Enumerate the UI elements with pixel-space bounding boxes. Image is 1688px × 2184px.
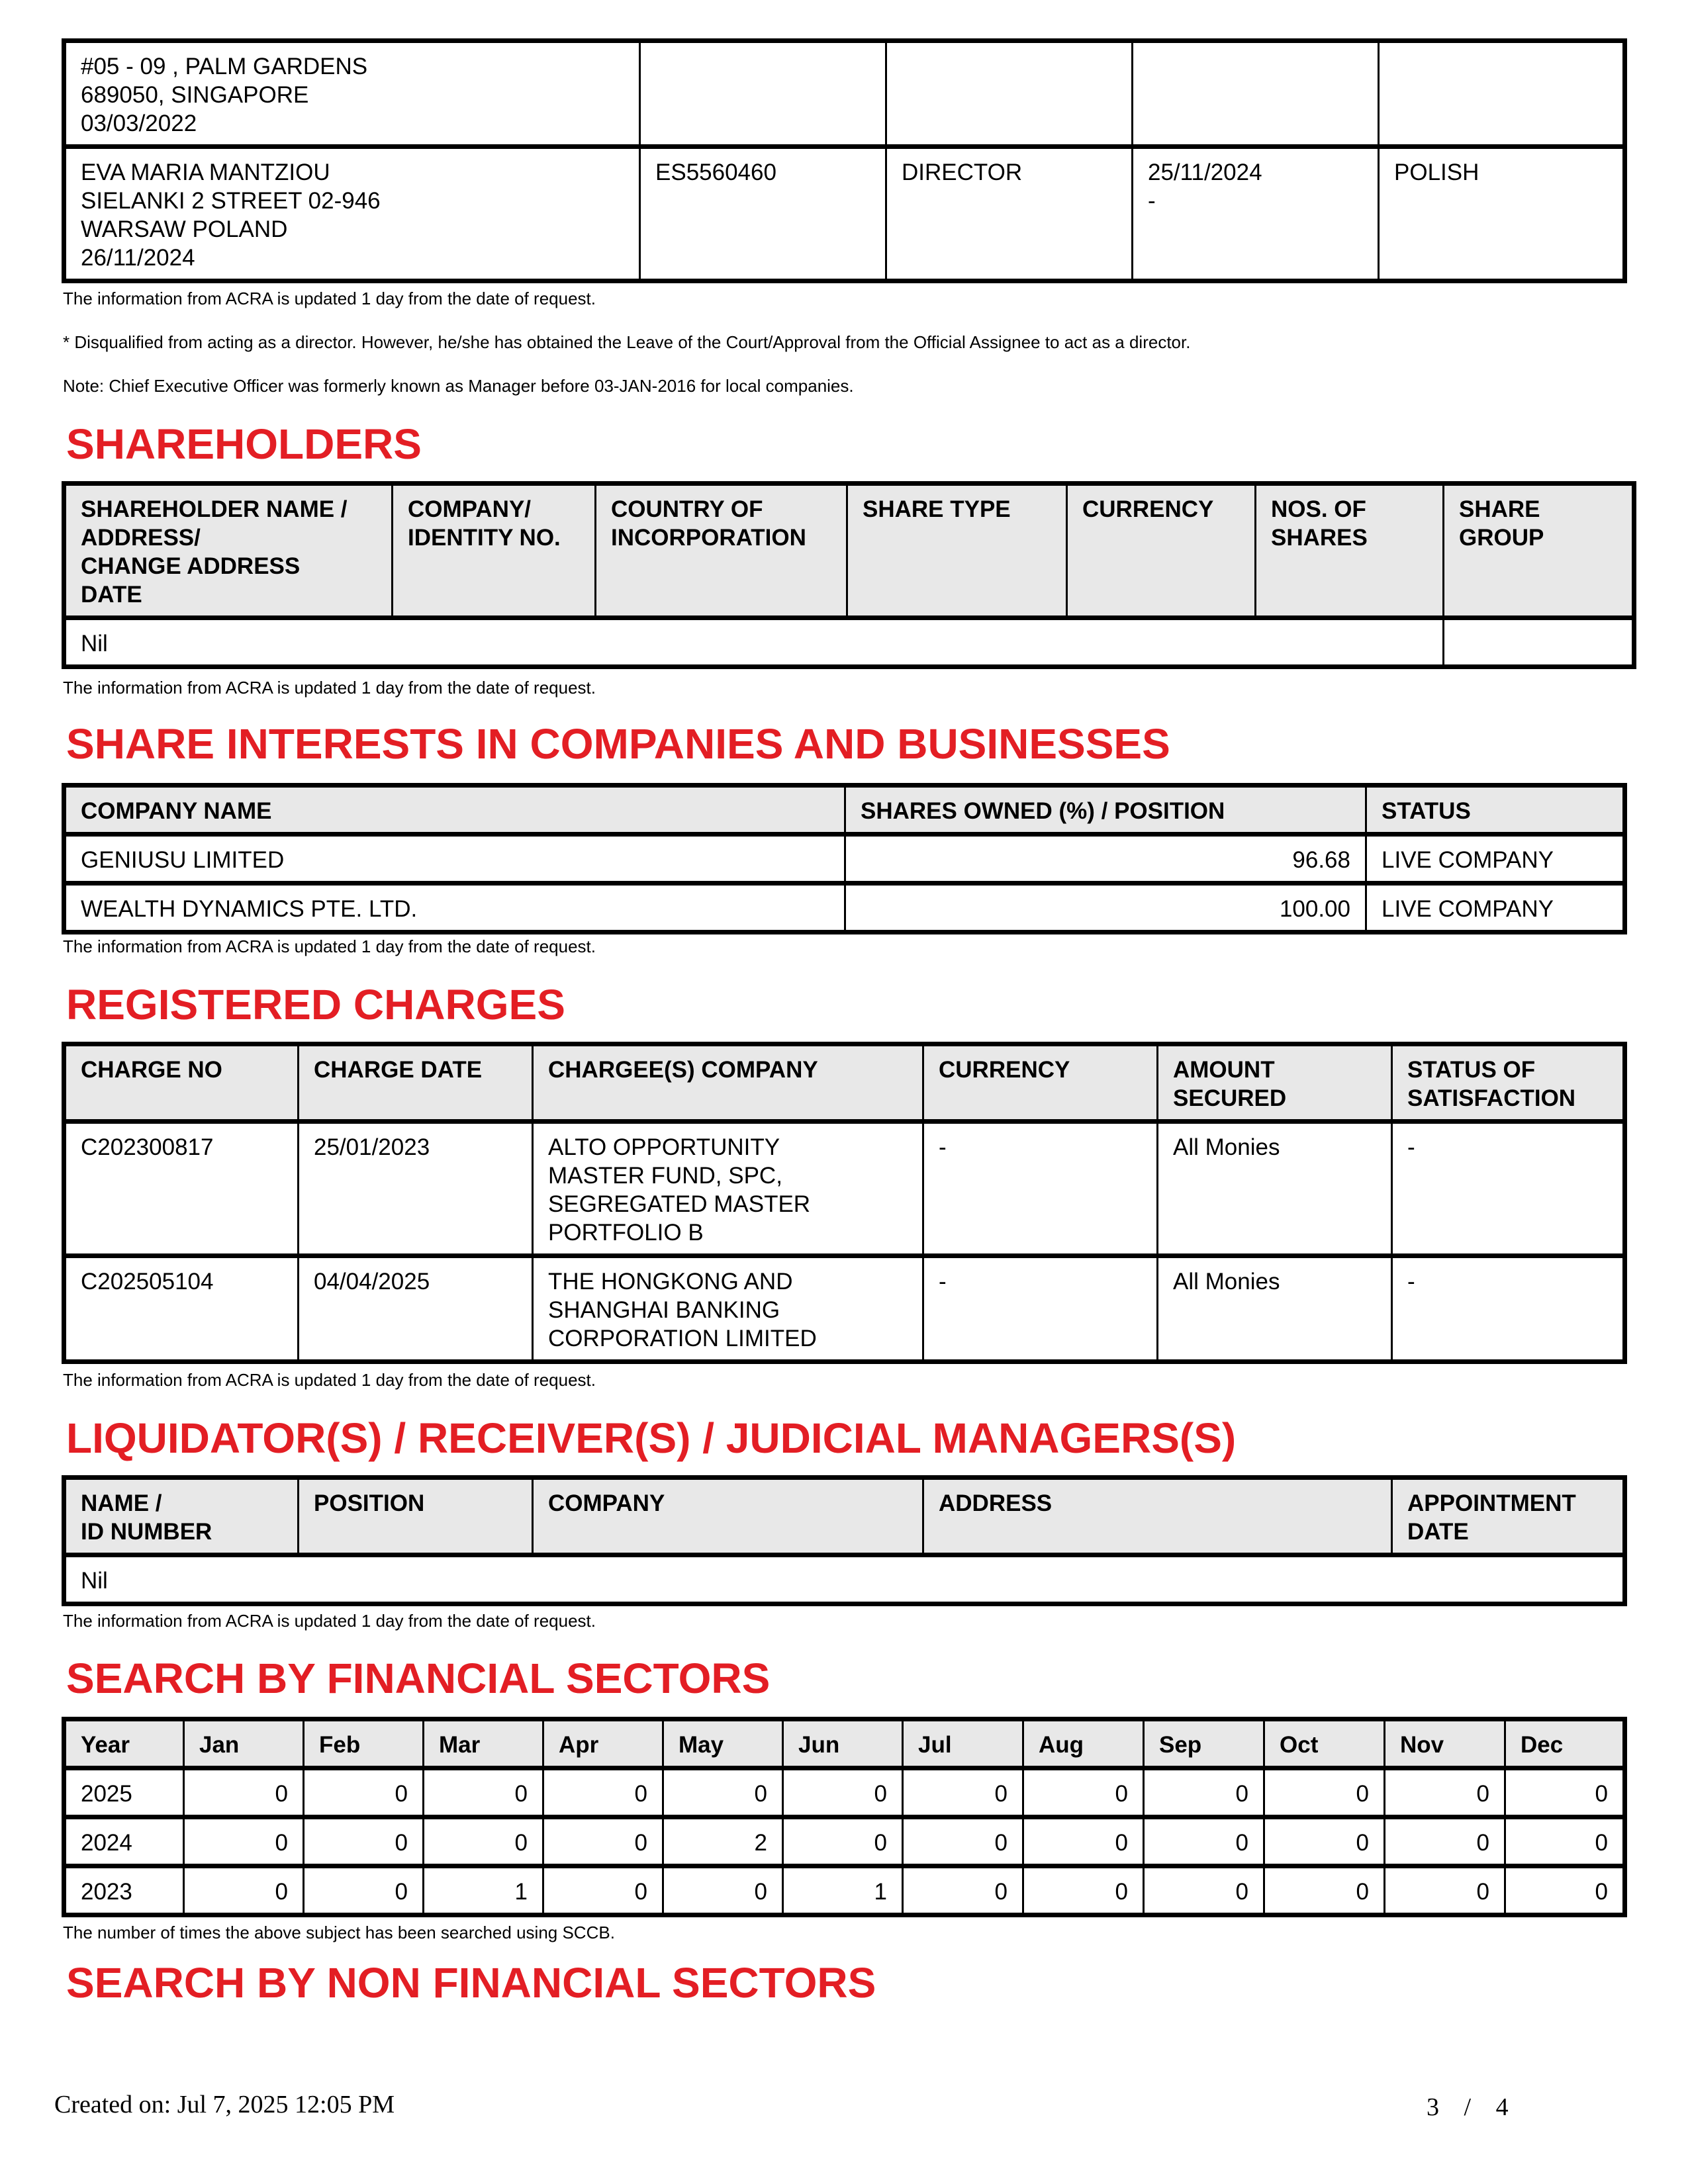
officer-appointment-date-line: - <box>1148 188 1156 214</box>
financial-search-count: 0 <box>783 1817 903 1866</box>
financial-search-count: 0 <box>663 1768 783 1817</box>
share-interest-status: LIVE COMPANY <box>1366 835 1625 884</box>
financial-search-count: 0 <box>1385 1768 1505 1817</box>
officer-position <box>886 41 1133 147</box>
financial-search-header: Feb <box>304 1719 424 1768</box>
shareholders-header <box>1067 484 1256 618</box>
officer-position: DIRECTOR <box>886 147 1133 281</box>
chargee-company-line: PORTFOLIO B <box>548 1220 704 1246</box>
shareholders-header <box>847 484 1067 618</box>
financial-search-count: 0 <box>903 1768 1023 1817</box>
charges-header-line: SECURED <box>1173 1085 1287 1111</box>
share-interests-note: The information from ACRA is updated 1 day from the date of request. <box>63 936 596 956</box>
registered-charges-table <box>62 1042 1627 1364</box>
shareholders-header <box>64 484 393 618</box>
charge-currency: - <box>923 1256 1158 1362</box>
liquidators-header-line: COMPANY <box>548 1490 665 1516</box>
financial-search-count: 0 <box>543 1817 663 1866</box>
officer-name-address-line: SIELANKI 2 STREET 02-946 <box>81 188 381 214</box>
liquidators-header-line: DATE <box>1407 1519 1469 1545</box>
financial-search-count: 0 <box>1023 1866 1144 1915</box>
share-interests-header: STATUS <box>1366 786 1625 835</box>
liquidators-table <box>62 1475 1627 1606</box>
shareholders-header-line: NOS. OF <box>1271 496 1366 522</box>
shareholders-header-line: IDENTITY NO. <box>408 525 561 551</box>
liquidators-header-line: NAME / <box>81 1490 162 1516</box>
shareholders-empty: Nil <box>64 618 1444 667</box>
created-on-timestamp: Created on: Jul 7, 2025 12:05 PM <box>54 2091 395 2118</box>
shareholders-header-line: SHARE TYPE <box>863 496 1011 522</box>
shareholders-header-line: SHARES <box>1271 525 1368 551</box>
financial-search-count: 0 <box>184 1866 304 1915</box>
financial-search-header: Oct <box>1264 1719 1385 1768</box>
financial-search-count: 0 <box>663 1866 783 1915</box>
financial-search-count: 0 <box>1144 1768 1264 1817</box>
financial-search-count: 0 <box>184 1817 304 1866</box>
financial-search-count: 0 <box>543 1866 663 1915</box>
officer-appointment-date-line: 25/11/2024 <box>1148 159 1262 185</box>
shareholders-empty-group <box>1444 618 1634 667</box>
shareholders-table <box>62 481 1636 669</box>
financial-search-table <box>62 1717 1627 1917</box>
officers-note-acra: The information from ACRA is updated 1 day from the date of request. <box>63 289 596 308</box>
shareholders-header-line: CURRENCY <box>1082 496 1214 522</box>
share-interest-status: LIVE COMPANY <box>1366 884 1625 933</box>
registered-charges-heading: REGISTERED CHARGES <box>66 981 565 1028</box>
financial-search-count: 0 <box>1385 1817 1505 1866</box>
financial-search-header: Aug <box>1023 1719 1144 1768</box>
financial-search-header: Jul <box>903 1719 1023 1768</box>
financial-search-header: May <box>663 1719 783 1768</box>
financial-search-year: 2025 <box>64 1768 184 1817</box>
chargee-company-line: SHANGHAI BANKING <box>548 1297 780 1323</box>
charge-date: 04/04/2025 <box>299 1256 533 1362</box>
officer-id-no: ES5560460 <box>640 147 886 281</box>
charges-header <box>923 1044 1158 1122</box>
financial-search-count: 0 <box>1264 1768 1385 1817</box>
chargee-company-line: MASTER FUND, SPC, <box>548 1163 782 1189</box>
officer-name-address <box>64 41 640 147</box>
shareholders-note: The information from ACRA is updated 1 day from the date of request. <box>63 678 596 698</box>
shareholders-header-line: COMPANY/ <box>408 496 532 522</box>
financial-search-count: 0 <box>1505 1768 1625 1817</box>
officers-note-disqualified: * Disqualified from acting as a director. However, he/she has obtained the Leave of the Court/Approval from the Official Assignee to act as a director. <box>63 332 1191 352</box>
share-interest-company: WEALTH DYNAMICS PTE. LTD. <box>64 884 845 933</box>
charge-status: - <box>1392 1256 1625 1362</box>
financial-search-count: 0 <box>1264 1866 1385 1915</box>
share-interests-header: SHARES OWNED (%) / POSITION <box>845 786 1366 835</box>
financial-search-header: Mar <box>424 1719 543 1768</box>
charge-no: C202505104 <box>64 1256 299 1362</box>
charge-row <box>64 1256 1625 1362</box>
liquidators-header-line: ADDRESS <box>939 1490 1053 1516</box>
chargee-company <box>533 1122 923 1256</box>
financial-search-count: 0 <box>1144 1817 1264 1866</box>
financial-search-count: 1 <box>783 1866 903 1915</box>
financial-search-row <box>64 1866 1625 1915</box>
financial-search-count: 0 <box>1144 1866 1264 1915</box>
page-separator: / <box>1464 2093 1472 2121</box>
financial-search-count: 0 <box>304 1817 424 1866</box>
shareholders-header-line: SHAREHOLDER NAME / <box>81 496 348 522</box>
charges-header-line: SATISFACTION <box>1407 1085 1576 1111</box>
shareholders-header-line: ADDRESS/ <box>81 525 201 551</box>
liquidators-heading: LIQUIDATOR(S) / RECEIVER(S) / JUDICIAL MANAGERS(S) <box>66 1414 1237 1462</box>
financial-search-count: 0 <box>1023 1768 1144 1817</box>
financial-search-count: 0 <box>1505 1866 1625 1915</box>
page-current: 3 <box>1427 2093 1439 2121</box>
financial-search-count: 2 <box>663 1817 783 1866</box>
financial-search-count: 0 <box>424 1817 543 1866</box>
charges-header-line: CHARGE DATE <box>314 1057 483 1083</box>
officer-name-address-line: EVA MARIA MANTZIOU <box>81 159 330 185</box>
officer-row <box>64 41 1625 147</box>
liquidators-header <box>1392 1478 1625 1555</box>
charge-no: C202300817 <box>64 1122 299 1256</box>
liquidators-header <box>64 1478 299 1555</box>
liquidators-header-line: ID NUMBER <box>81 1519 212 1545</box>
financial-search-count: 0 <box>783 1768 903 1817</box>
charge-amount-secured: All Monies <box>1158 1256 1392 1362</box>
share-interest-company: GENIUSU LIMITED <box>64 835 845 884</box>
share-interests-heading: SHARE INTERESTS IN COMPANIES AND BUSINESSES <box>66 720 1170 768</box>
chargee-company-line: ALTO OPPORTUNITY <box>548 1134 780 1160</box>
charges-header <box>64 1044 299 1122</box>
liquidators-header-line: APPOINTMENT <box>1407 1490 1576 1516</box>
charge-amount-secured: All Monies <box>1158 1122 1392 1256</box>
charges-header-line: STATUS OF <box>1407 1057 1536 1083</box>
chargee-company-line: THE HONGKONG AND <box>548 1269 793 1295</box>
charge-currency: - <box>923 1122 1158 1256</box>
liquidators-note: The information from ACRA is updated 1 day from the date of request. <box>63 1611 596 1631</box>
officer-name-address-line: 689050, SINGAPORE <box>81 82 309 108</box>
financial-search-header: Jun <box>783 1719 903 1768</box>
chargee-company <box>533 1256 923 1362</box>
liquidators-header <box>299 1478 533 1555</box>
financial-search-count: 0 <box>304 1866 424 1915</box>
officer-nationality: POLISH <box>1379 147 1625 281</box>
liquidators-header <box>923 1478 1392 1555</box>
officer-name-address-line: WARSAW POLAND <box>81 216 288 242</box>
financial-search-header: Year <box>64 1719 184 1768</box>
financial-search-count: 0 <box>184 1768 304 1817</box>
officer-name-address-line: 03/03/2022 <box>81 111 197 136</box>
officer-name-address-line: #05 - 09 , PALM GARDENS <box>81 54 368 79</box>
charges-header <box>533 1044 923 1122</box>
financial-search-count: 0 <box>424 1768 543 1817</box>
officer-nationality <box>1379 41 1625 147</box>
financial-search-count: 0 <box>1385 1866 1505 1915</box>
financial-search-header: Nov <box>1385 1719 1505 1768</box>
financial-search-count: 0 <box>903 1817 1023 1866</box>
shareholders-header <box>393 484 596 618</box>
charges-header <box>1392 1044 1625 1122</box>
officers-note-ceo: Note: Chief Executive Officer was formerly known as Manager before 03-JAN-2016 for local companies. <box>63 376 854 396</box>
shareholders-heading: SHAREHOLDERS <box>66 420 422 468</box>
financial-search-note: The number of times the above subject has been searched using SCCB. <box>63 1923 615 1942</box>
shareholders-header <box>596 484 847 618</box>
financial-search-count: 1 <box>424 1866 543 1915</box>
page-total: 4 <box>1495 2093 1509 2121</box>
charges-header-line: CHARGEE(S) COMPANY <box>548 1057 818 1083</box>
financial-search-count: 0 <box>543 1768 663 1817</box>
financial-search-year: 2023 <box>64 1866 184 1915</box>
shareholders-header <box>1444 484 1634 618</box>
share-interests-header: COMPANY NAME <box>64 786 845 835</box>
registered-charges-note: The information from ACRA is updated 1 day from the date of request. <box>63 1370 596 1390</box>
page-indicator <box>1427 2093 1509 2122</box>
financial-search-count: 0 <box>903 1866 1023 1915</box>
chargee-company-line: SEGREGATED MASTER <box>548 1191 811 1217</box>
officers-table <box>62 38 1627 283</box>
shareholders-header-line: CHANGE ADDRESS <box>81 553 301 579</box>
charge-date: 25/01/2023 <box>299 1122 533 1256</box>
officer-name-address <box>64 147 640 281</box>
share-interest-row <box>64 884 1625 933</box>
officer-appointment-date <box>1133 147 1379 281</box>
liquidators-header <box>533 1478 923 1555</box>
financial-search-heading: SEARCH BY FINANCIAL SECTORS <box>66 1655 771 1702</box>
financial-search-year: 2024 <box>64 1817 184 1866</box>
financial-search-row <box>64 1817 1625 1866</box>
financial-search-header: Apr <box>543 1719 663 1768</box>
officer-row <box>64 147 1625 281</box>
non-financial-search-heading: SEARCH BY NON FINANCIAL SECTORS <box>66 1959 876 2007</box>
liquidators-header-line: POSITION <box>314 1490 425 1516</box>
officer-name-address-line: 26/11/2024 <box>81 245 195 271</box>
charges-header-line: CURRENCY <box>939 1057 1070 1083</box>
charges-header-line: AMOUNT <box>1173 1057 1275 1083</box>
shareholders-header-line: DATE <box>81 582 142 608</box>
shareholders-header-line: COUNTRY OF <box>611 496 763 522</box>
charges-header <box>1158 1044 1392 1122</box>
share-interest-shares: 96.68 <box>845 835 1366 884</box>
financial-search-count: 0 <box>1023 1817 1144 1866</box>
shareholders-header-line: INCORPORATION <box>611 525 806 551</box>
share-interest-row <box>64 835 1625 884</box>
shareholders-header-line: SHARE <box>1459 496 1540 522</box>
shareholders-header-line: GROUP <box>1459 525 1544 551</box>
charges-header-line: CHARGE NO <box>81 1057 222 1083</box>
financial-search-header: Dec <box>1505 1719 1625 1768</box>
officer-id-no <box>640 41 886 147</box>
financial-search-header: Sep <box>1144 1719 1264 1768</box>
financial-search-header: Jan <box>184 1719 304 1768</box>
officer-appointment-date <box>1133 41 1379 147</box>
charge-row <box>64 1122 1625 1256</box>
chargee-company-line: CORPORATION LIMITED <box>548 1326 817 1351</box>
financial-search-count: 0 <box>1505 1817 1625 1866</box>
financial-search-count: 0 <box>1264 1817 1385 1866</box>
share-interests-table <box>62 783 1627 934</box>
liquidators-empty: Nil <box>64 1555 1625 1604</box>
shareholders-header <box>1256 484 1444 618</box>
financial-search-count: 0 <box>304 1768 424 1817</box>
charges-header <box>299 1044 533 1122</box>
share-interest-shares: 100.00 <box>845 884 1366 933</box>
financial-search-row <box>64 1768 1625 1817</box>
charge-status: - <box>1392 1122 1625 1256</box>
